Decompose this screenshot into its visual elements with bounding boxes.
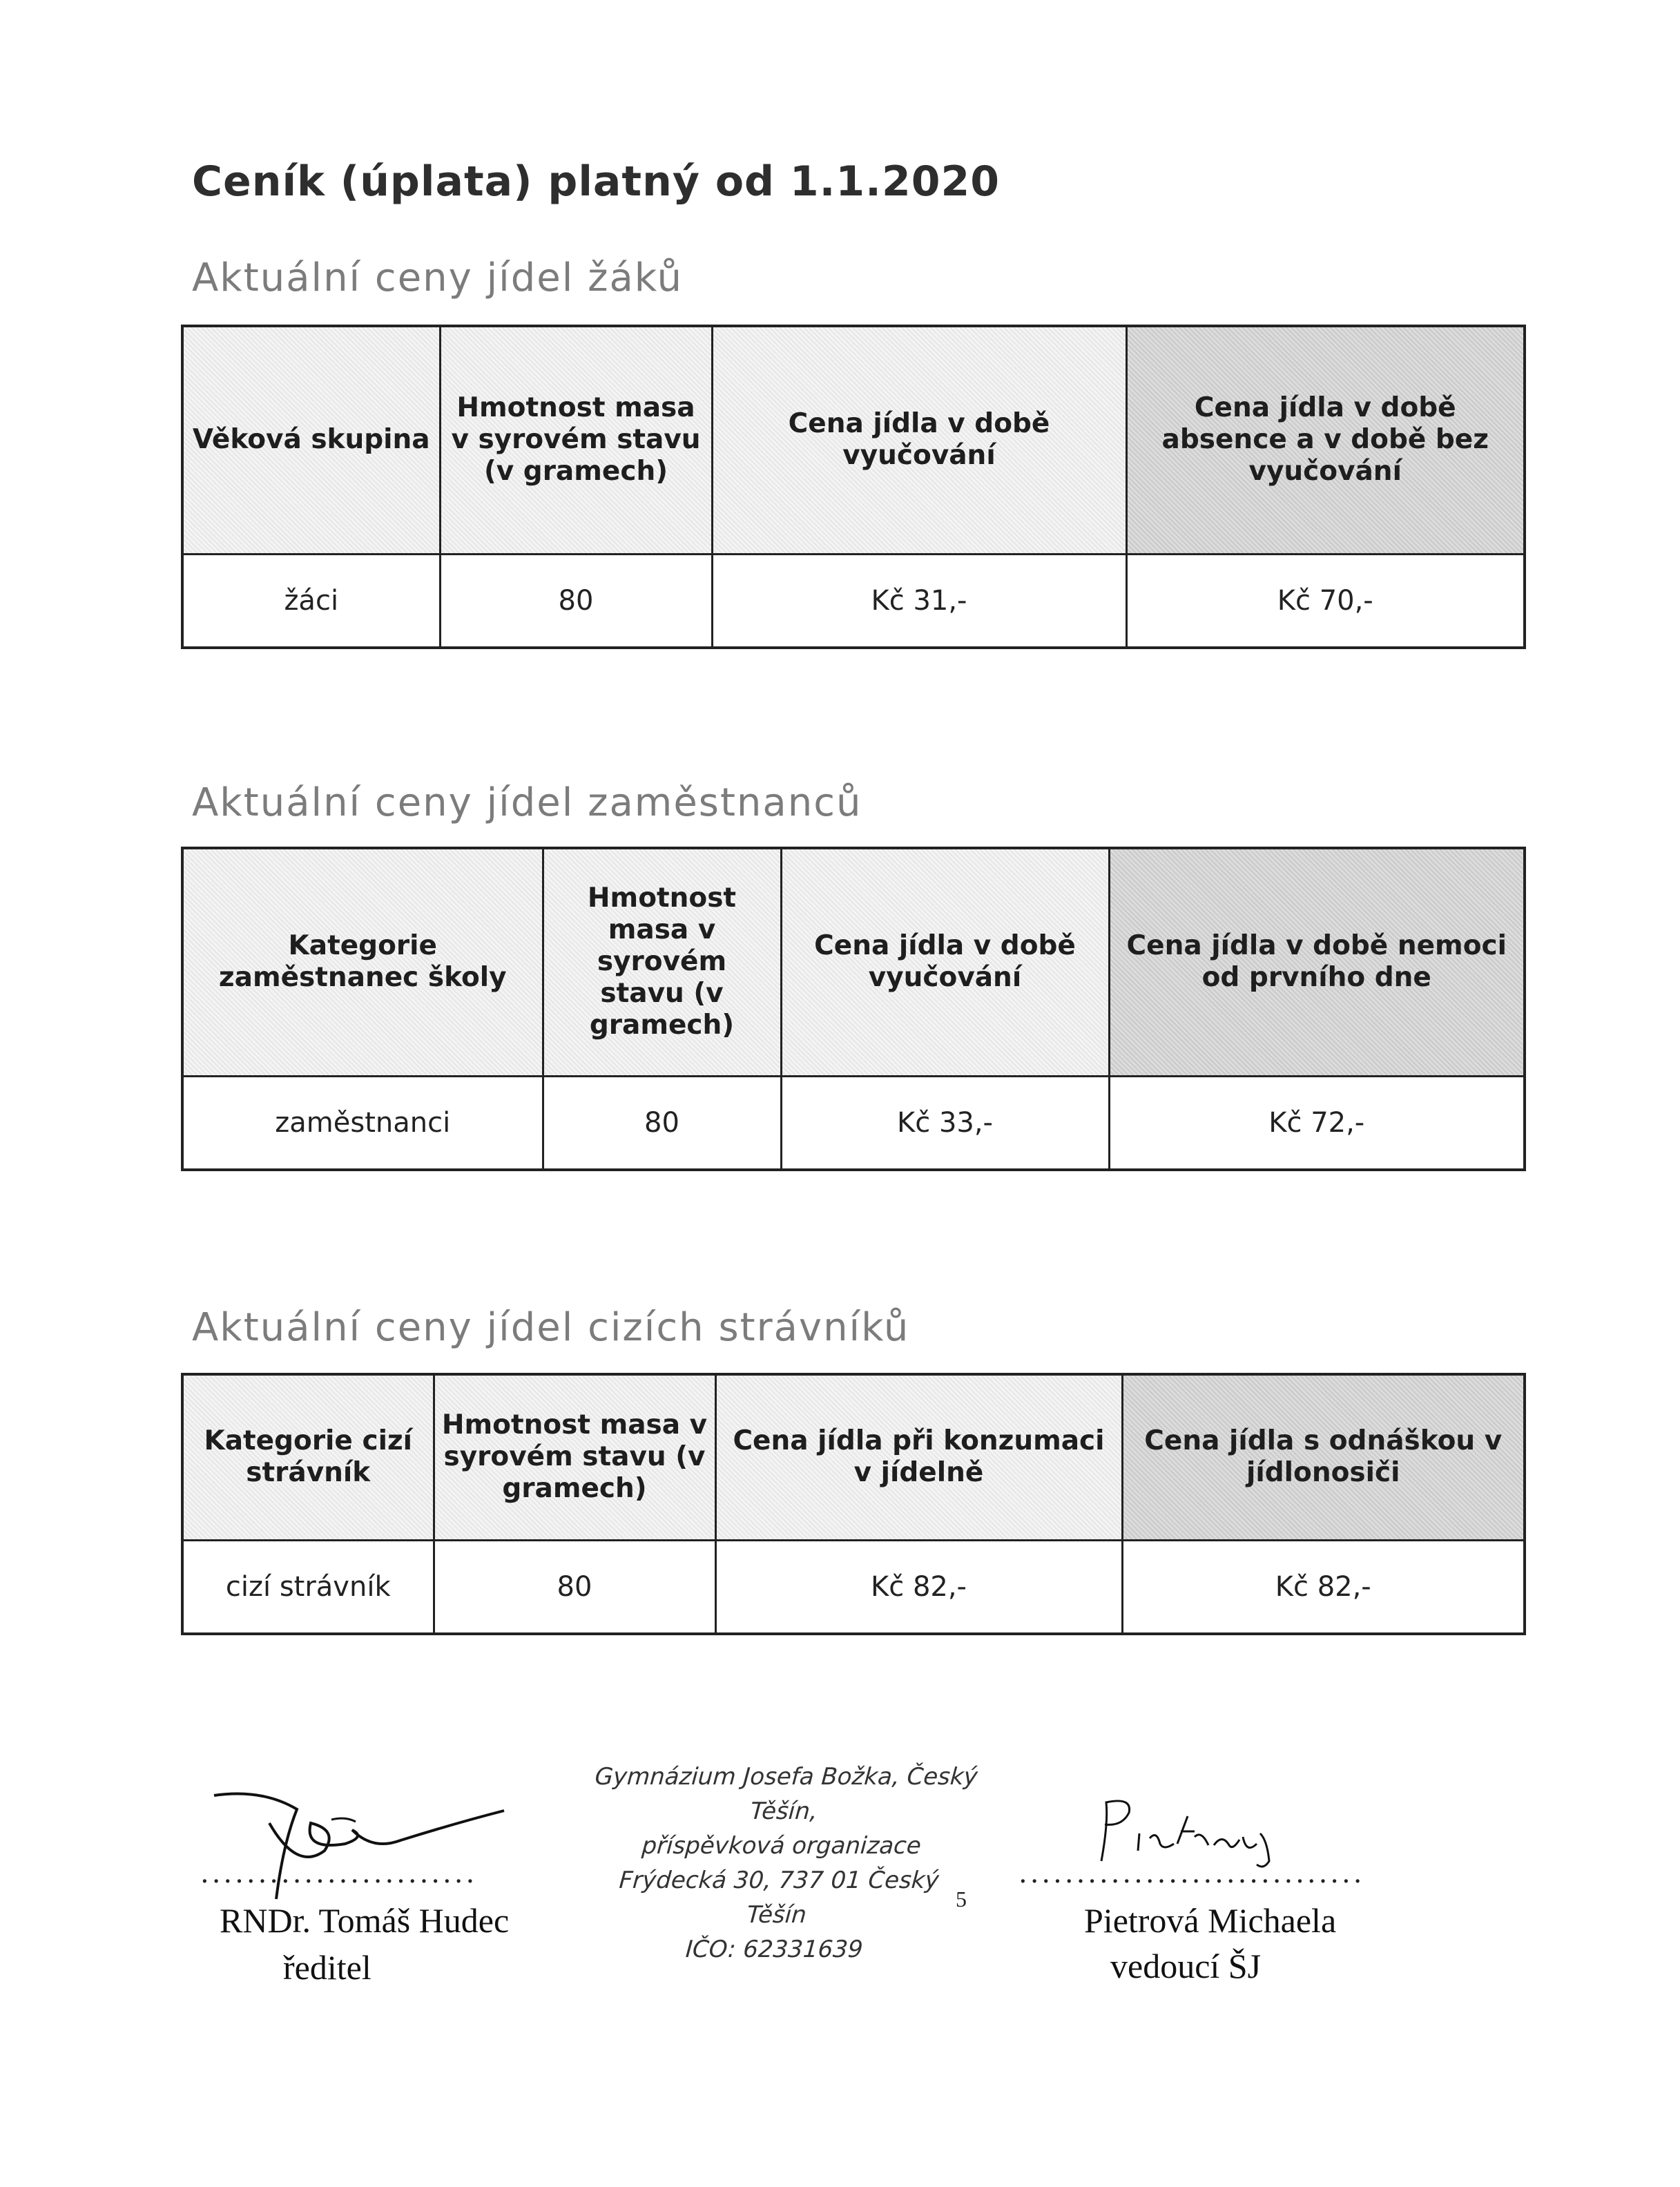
external-heading: Aktuální ceny jídel cizích strávníků [192, 1305, 910, 1350]
header-price-absence: Cena jídla v době absence a v době bez vyučování [1126, 326, 1525, 554]
cell-category: cizí strávník [182, 1540, 434, 1634]
header-meat-weight: Hmotnost masa v syrovém stavu (v gramech) [440, 326, 712, 554]
students-table [181, 325, 1526, 649]
stamp-line-4: IČO: 62331639 [684, 1936, 864, 1963]
director-name: RNDr. Tomáš Hudec [220, 1901, 510, 1940]
header-meat-weight: Hmotnost masa v syrovém stavu (v gramech) [543, 848, 781, 1076]
stamp-line-1: Gymnázium Josefa Božka, Český Těšín, [594, 1763, 979, 1825]
table-row [182, 1540, 1525, 1634]
students-heading: Aktuální ceny jídel žáků [192, 256, 683, 300]
students-header-row [182, 326, 1525, 554]
cell-weight: 80 [440, 554, 712, 648]
external-table [181, 1373, 1526, 1635]
header-age-group: Věková skupina [182, 326, 440, 554]
table-row [182, 1076, 1525, 1170]
page-number: 5 [956, 1887, 967, 1911]
header-price-illness: Cena jídla v době nemoci od prvního dne [1109, 848, 1525, 1076]
table-row [182, 554, 1525, 648]
header-price-school-time: Cena jídla v době vyučování [712, 326, 1126, 554]
stamp-line-3: Frýdecká 30, 737 01 Český Těšín [618, 1867, 940, 1929]
header-employee-category: Kategorie zaměstnanec školy [182, 848, 543, 1076]
right-signature-line: .............................. [1018, 1858, 1365, 1889]
header-price-school-time: Cena jídla v době vyučování [781, 848, 1109, 1076]
cell-category: zaměstnanci [182, 1076, 543, 1170]
manager-name: Pietrová Michaela [1084, 1901, 1337, 1940]
cell-price: Kč 82,- [715, 1540, 1122, 1634]
cell-price: Kč 31,- [712, 554, 1126, 648]
cell-price: Kč 33,- [781, 1076, 1109, 1170]
institution-stamp [580, 1760, 981, 1967]
cell-price-alt: Kč 72,- [1109, 1076, 1525, 1170]
cell-category: žáci [182, 554, 440, 648]
employees-table [181, 847, 1526, 1171]
external-header-row [182, 1374, 1525, 1540]
director-role: ředitel [283, 1948, 371, 1987]
header-price-takeaway: Cena jídla s odnáškou v jídlonosiči [1122, 1374, 1525, 1540]
header-external-category: Kategorie cizí strávník [182, 1374, 434, 1540]
employees-header-row [182, 848, 1525, 1076]
cell-weight: 80 [543, 1076, 781, 1170]
left-signature-line: ........................ [200, 1858, 478, 1889]
employees-heading: Aktuální ceny jídel zaměstnanců [192, 780, 862, 825]
page-title: Ceník (úplata) platný od 1.1.2020 [192, 157, 1000, 206]
header-meat-weight: Hmotnost masa v syrovém stavu (v gramech) [434, 1374, 715, 1540]
manager-role: vedoucí ŠJ [1110, 1947, 1262, 1985]
cell-price-alt: Kč 82,- [1122, 1540, 1525, 1634]
header-price-dining: Cena jídla při konzumaci v jídelně [715, 1374, 1122, 1540]
stamp-line-2: příspěvková organizace [641, 1832, 923, 1860]
cell-weight: 80 [434, 1540, 715, 1634]
cell-price-alt: Kč 70,- [1126, 554, 1525, 648]
